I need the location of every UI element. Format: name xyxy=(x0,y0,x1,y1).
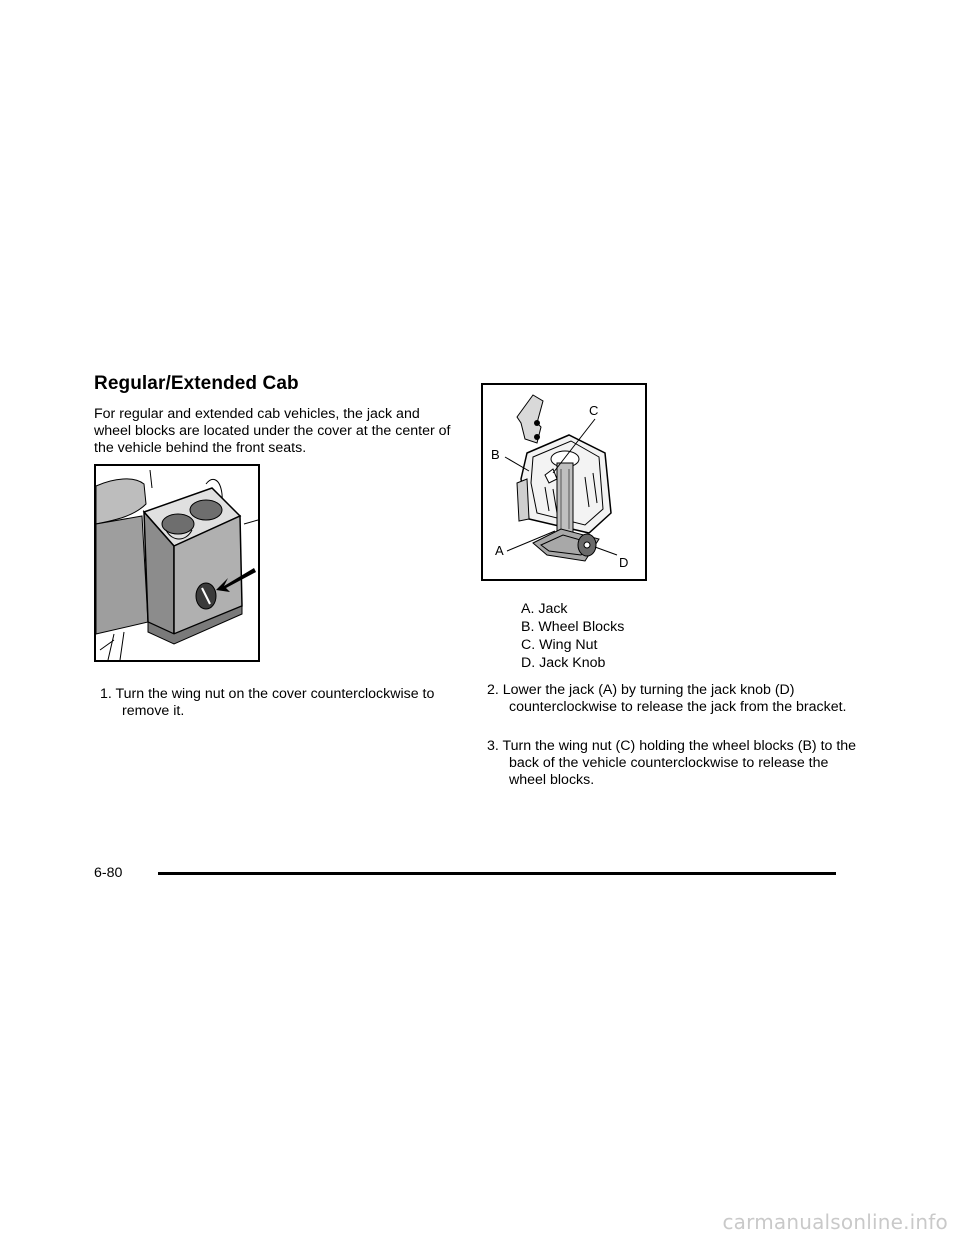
callout-c: C xyxy=(589,403,599,418)
step-3: 3. Turn the wing nut (C) holding the wheel blocks (B) to the back of the vehicle counterclockwise to release the wheel blocks. xyxy=(487,738,857,788)
intro-paragraph: For regular and extended cab vehicles, the jack and wheel blocks are located under the cover at the center of the vehicle behind the front seats. xyxy=(94,406,451,456)
callout-d: D xyxy=(619,555,629,570)
legend-item-jack: A. Jack xyxy=(521,601,568,617)
figure-legend xyxy=(521,600,624,672)
callout-a: A xyxy=(495,543,504,558)
section-heading: Regular/Extended Cab xyxy=(94,373,299,394)
legend-item-wing-nut: C. Wing Nut xyxy=(521,637,598,653)
jack-illustration xyxy=(481,383,647,581)
footer-rule xyxy=(158,872,836,875)
jack-assembly-figure xyxy=(481,383,647,581)
step-2: 2. Lower the jack (A) by turning the jack knob (D) counterclockwise to release the jack from the bracket. xyxy=(487,682,847,715)
cover-wing-nut-figure xyxy=(94,464,260,662)
step-1: 1. Turn the wing nut on the cover counterclockwise to remove it. xyxy=(100,686,435,719)
legend-item-wheel-blocks: B. Wheel Blocks xyxy=(521,619,625,635)
callout-b: B xyxy=(491,447,500,462)
page-number: 6-80 xyxy=(94,865,123,881)
legend-item-jack-knob: D. Jack Knob xyxy=(521,655,606,671)
cover-illustration xyxy=(94,464,260,662)
watermark: carmanualsonline.info xyxy=(722,1210,948,1234)
